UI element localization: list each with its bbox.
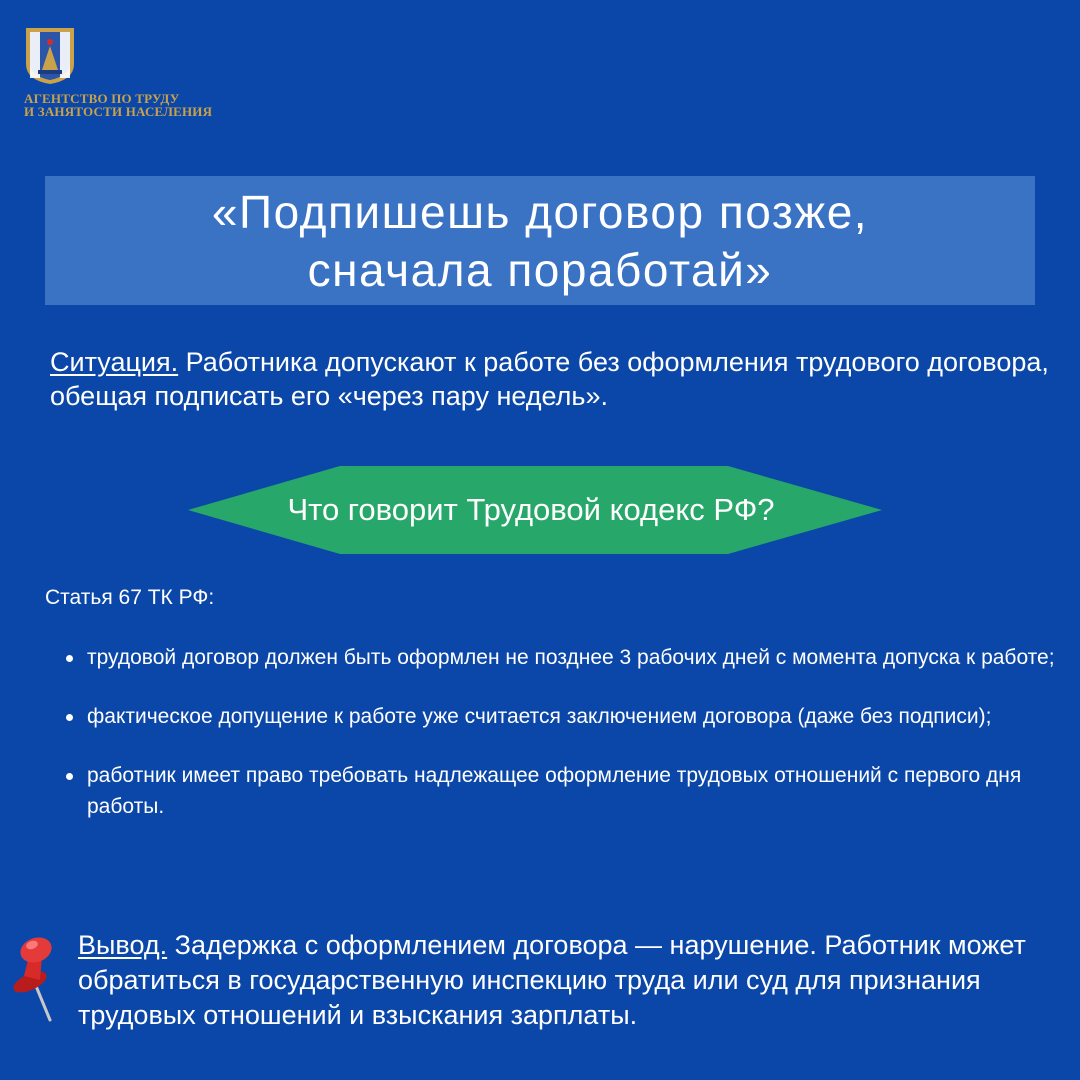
question-banner (188, 466, 884, 554)
bullet-icon (66, 773, 73, 780)
coat-of-arms-icon (24, 26, 76, 86)
list-item-text: фактическое допущение к работе уже считается заключением договора (даже без подписи); (87, 705, 992, 728)
title-line2: сначала поработай» (307, 243, 773, 296)
question-text: Что говорит Трудовой кодекс РФ? (287, 492, 775, 527)
list-item-text: трудовой договор должен быть оформлен не позднее 3 рабочих дней с момента допуска к работе; (87, 646, 1055, 669)
title-line1: «Подпишешь договор позже, (211, 185, 869, 238)
agency-name (24, 92, 212, 118)
conclusion-text: Задержка с оформлением договора — нарушение. Работник может обратиться в государственную инспекцию труда или суд для признания трудовых отношений и взыскания зарплаты. (78, 930, 1026, 1030)
agency-name-line1: АГЕНТСТВО ПО ТРУДУ (24, 91, 180, 106)
title-banner (45, 176, 1035, 305)
list-item (62, 701, 1074, 732)
pushpin-icon (8, 930, 66, 1027)
list-item-text: работник имеет право требовать надлежащее оформление трудовых отношений с первого дня работы. (87, 764, 1022, 818)
conclusion-label: Вывод. (78, 930, 168, 960)
bullet-icon (66, 714, 73, 721)
situation-text: Работника допускают к работе без оформления трудового договора, обещая подписать его «через пару недель». (50, 347, 1049, 411)
conclusion-paragraph (78, 928, 1078, 1033)
list-item (62, 642, 1074, 673)
agency-name-line2: И ЗАНЯТОСТИ НАСЕЛЕНИЯ (24, 104, 213, 119)
bullet-icon (66, 655, 73, 662)
list-item (62, 760, 1074, 822)
article-title: Статья 67 ТК РФ: (45, 586, 215, 609)
situation-label: Ситуация. (50, 347, 179, 377)
situation-paragraph (50, 345, 1060, 413)
article-list (62, 642, 1074, 822)
